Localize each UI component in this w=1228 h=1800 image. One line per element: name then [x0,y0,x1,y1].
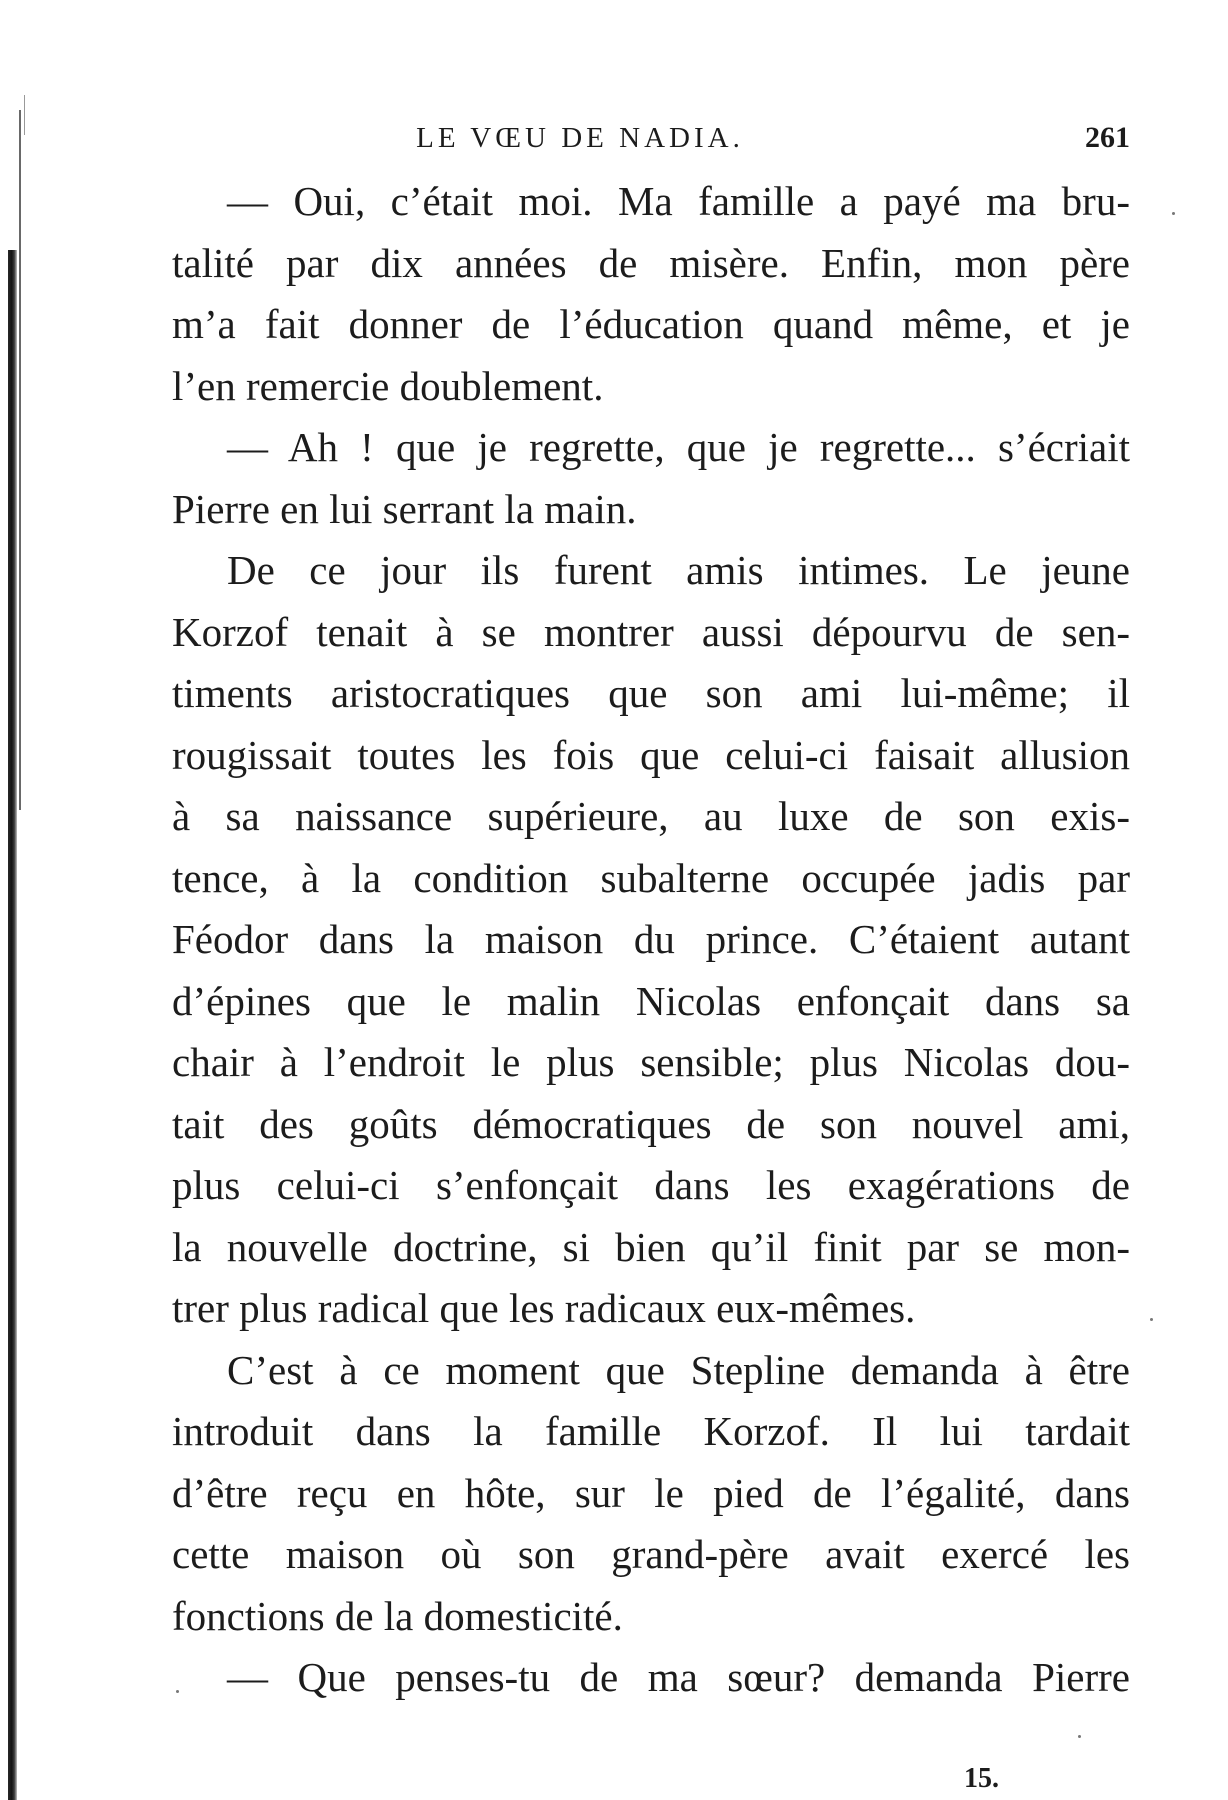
text-line: d’épines que le malin Nicolas enfonçait dans sa [172,977,1130,1024]
text-line: tait des goûts démocratiques de son nouvel ami, [172,1100,1130,1147]
binding-mark [24,95,25,135]
text-line: cette maison où son grand-père avait exercé les [172,1531,1130,1577]
text-line: C’est à ce moment que Stepline demanda à être [227,1346,1130,1393]
running-title: LE VŒU DE NADIA. [416,122,744,154]
page-number: 261 [1085,121,1130,154]
text-line: timents aristocratiques que son ami lui-même; il [172,670,1130,716]
text-line: plus celui-ci s’enfonçait dans les exagérations de [172,1162,1130,1208]
text-line: De ce jour ils furent amis intimes. Le jeune [227,547,1130,593]
signature-mark: 15. [964,1763,999,1794]
text-line: Korzof tenait à se montrer aussi dépourvu de sen- [172,608,1130,655]
paper-speck [1172,212,1175,215]
text-line: à sa naissance supérieure, au luxe de son exis- [172,793,1130,839]
paper-speck [176,1690,179,1693]
text-line: — Oui, c’était moi. Ma famille a payé ma bru- [227,178,1130,224]
body-text [172,171,1130,1709]
binding-shadow [8,250,17,1800]
text-line: Féodor dans la maison du prince. C’étaient autant [172,916,1130,962]
text-line: m’a fait donner de l’éducation quand même, et je [172,301,1130,347]
text-line: la nouvelle doctrine, si bien qu’il finit par se mon- [172,1223,1130,1270]
text-line: chair à l’endroit le plus sensible; plus Nicolas dou- [172,1039,1130,1085]
text-line: Pierre en lui serrant la main. [172,485,637,532]
text-line: l’en remercie doublement. [172,362,604,409]
text-line: introduit dans la famille Korzof. Il lui tardait [172,1408,1130,1454]
running-head [170,118,1130,158]
paper-speck [1078,1735,1081,1738]
text-line: rougissait toutes les fois que celui-ci faisait allusion [172,731,1130,778]
text-line: tence, à la condition subalterne occupée jadis par [172,854,1130,901]
text-line: — Ah ! que je regrette, que je regrette... s’écriait [227,424,1130,470]
binding-line [19,110,21,810]
text-line: fonctions de la domesticité. [172,1592,623,1639]
paper-speck [1150,1318,1153,1321]
text-line: talité par dix années de misère. Enfin, mon père [172,239,1130,286]
text-line: d’être reçu en hôte, sur le pied de l’égalité, dans [172,1469,1130,1516]
text-line: — Que penses-tu de ma sœur? demanda Pierre [227,1654,1130,1700]
text-line: trer plus radical que les radicaux eux-mêmes. [172,1285,916,1331]
